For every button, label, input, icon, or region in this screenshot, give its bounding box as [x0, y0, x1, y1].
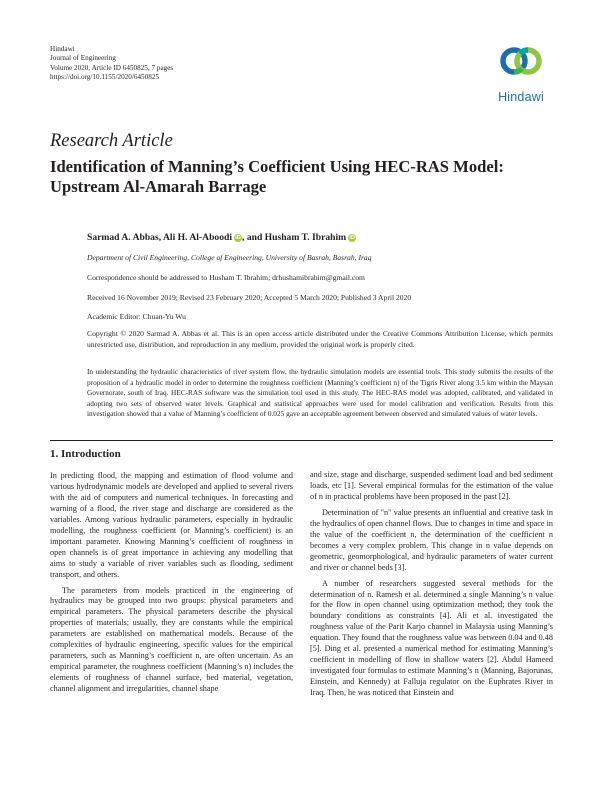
left-column	[50, 447, 293, 700]
article-title	[50, 157, 560, 197]
title-line: Upstream Al-Amarah Barrage	[50, 177, 267, 196]
journal-name: Journal of Engineering	[50, 54, 116, 63]
publication-dates: Received 16 November 2019; Revised 23 February 2020; Accepted 5 March 2020; Published 3 April 2020	[87, 293, 412, 302]
section-divider	[50, 440, 553, 441]
body-paragraph: In predicting flood, the mapping and estimation of flood volume and various hydrodynamic models are developed and applied to several rivers with the aid of computers and numerical techniques. In forecasting and warning of a flood, the river stage and discharge are considered as the variables. Among various hydraulic parameters, especially in hydraulic modelling, the roughness coefficient (or Manning’s coefficient) is an important parameter. Knowing Manning’s coefficient of roughness in open channels is of great importance in achieving any modelling that aims to study a variable of river variables such as flooding, sediment transport, and others.	[50, 471, 293, 579]
academic-editor: Academic Editor: Chuan-Yu Wu	[87, 312, 186, 321]
journal-volume: Volume 2020, Article ID 6450825, 7 pages	[50, 63, 174, 72]
hindawi-wordmark: Hindawi	[498, 90, 544, 104]
copyright-notice: Copyright © 2020 Sarmad A. Abbas et al. This is an open access article distributed under the Creative Commons Attribution License, which permits unrestricted use, distribution, and reproduction in any medium, provided the original work is properly cited.	[87, 329, 553, 349]
author-names: , and Husham T. Ibrahim	[242, 232, 347, 243]
orcid-icon[interactable]: iD	[235, 235, 241, 241]
publisher-name: Hindawi	[50, 45, 75, 53]
article-type: Research Article	[50, 131, 173, 151]
journal-info	[50, 45, 173, 83]
section-heading: 1. Introduction	[50, 448, 121, 460]
body-paragraph: The parameters from models practiced in the engineering of hydraulics may be grouped into two groups: physical parameters and empirical parameters. The physical parameters describe the physical properties of materials; usually, they are constants while the empirical parameters are established on mathematical models. Because of the complexities of hydraulic engineering, specific values for the empirical parameters, such as Manning’s coefficient n, are often uncertain. As an empirical parameter, the roughness coefficient (Manning’s n) includes the elements of roughness of channel surface, bed material, vegetation, channel alignment and irregularities, channel shape	[50, 585, 293, 694]
body-paragraph: A number of researchers suggested several methods for the determination of n. Ramesh et al. determined a single Manning’s n value for the flow in open channel using optimization method; they took the boundary conditions as constraints [4]. Ali et al. investigated the roughness value of the Parit Karjo channel in Malaysia using Manning’s equation. They found that the roughness value was between 0.04 and 0.48 [5]. Ding et al. presented a numerical method for estimating Manning’s coefficient in modelling of flow in shallow waters [2]. Abdul Hameed investigated four formulas to estimate Manning’s n (Manning, Bajorunas, Einstein, and Kennedy) at Falluja regulator on the Euphrates River in Iraq. Then, he was noticed that Einstein and	[310, 578, 553, 698]
author-list	[87, 232, 356, 243]
right-column	[310, 470, 553, 704]
body-paragraph: and size, stage and discharge, suspended sediment load and bed sediment loads, etc [1]. Several empirical formulas for the estimation of the value of n in practical problems have been proposed in the past [2].	[310, 470, 553, 501]
body-paragraph: Determination of "n" value presents an influential and creative task in the hydraulics of open channel flows. Due to changes in time and space in the value of the coefficient n, the determination of the coefficient n becomes a very complex problem. This change in n value depends on geometric, geomorphological, and hydraulic parameters of water current and river or channel beds [3].	[310, 507, 553, 572]
author-names: Sarmad A. Abbas, Ali H. Al-Aboodi	[87, 232, 233, 243]
journal-doi-link[interactable]: https://doi.org/10.1155/2020/6450825	[50, 73, 160, 82]
title-line: Identification of Manning’s Coefficient Using HEC-RAS Model:	[50, 157, 504, 176]
affiliation: Department of Civil Engineering, College of Engineering, University of Basrah, Basrah, Iraq	[87, 253, 372, 262]
orcid-icon[interactable]: iD	[349, 235, 355, 241]
hindawi-logo	[490, 44, 552, 110]
correspondence: Correspondence should be addressed to Husham T. Ibrahim; drhushamibrahim@gmail.com	[87, 273, 365, 282]
abstract: In understanding the hydraulic characteristics of river system flow, the hydraulic simulation models are essential tools. This study submits the results of the proposition of a hydraulic model in order to determine the roughness coefficient (Manning’s coefficient n) of the Tigris River along 3.5 km within the Maysan Governorate, south of Iraq. HEC-RAS software was the simulation tool used in this study. The HEC-RAS model was adopted, calibrated, and validated in adopting two sets of observed water levels. Graphical and statistical approaches were used for model calibration and verification. Results from this investigation showed that a value of Manning’s coefficient of 0.025 gave an acceptable agreement between observed and simulated values of water levels.	[87, 367, 553, 419]
hindawi-rings-icon	[498, 44, 544, 86]
